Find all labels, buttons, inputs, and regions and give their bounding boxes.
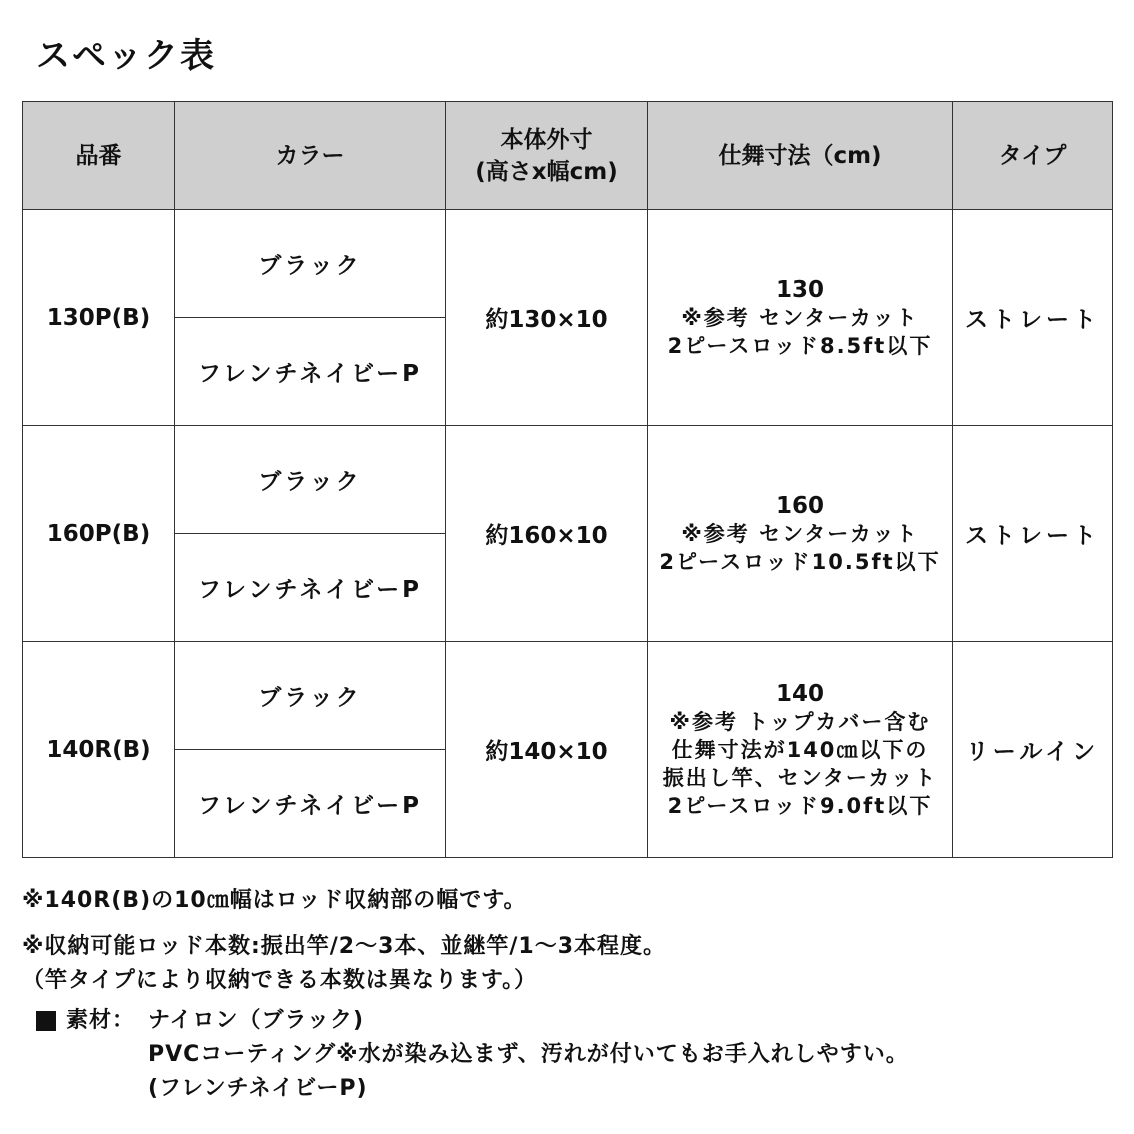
header-outer-size: 本体外寸 (高さx幅cm)	[446, 102, 648, 210]
storage-note-line: ※参考 センターカット	[681, 305, 919, 330]
table-row	[23, 210, 1113, 318]
type-cell: リールイン	[953, 642, 1113, 858]
type-cell: ストレート	[953, 426, 1113, 642]
storage-note-line: ※参考 トップカバー含む	[669, 709, 931, 734]
color-cell: フレンチネイビーP	[175, 534, 446, 642]
material-line: PVCコーティング※水が染み込まず、汚れが付いてもお手入れしやすい。	[148, 1042, 909, 1067]
spec-table	[22, 101, 1113, 858]
material-section	[36, 1004, 909, 1106]
color-cell: ブラック	[175, 642, 446, 750]
material-label-wrap	[36, 1004, 148, 1038]
storage-size-value: 130	[775, 276, 824, 303]
color-cell: ブラック	[175, 210, 446, 318]
note-line: ※140R(B)の10㎝幅はロッド収納部の幅です。	[22, 888, 527, 913]
header-storage-size: 仕舞寸法（cm)	[648, 102, 953, 210]
storage-note-line: 2ピースロッド8.5ft以下	[667, 333, 933, 358]
header-model: 品番	[23, 102, 175, 210]
color-cell: フレンチネイビーP	[175, 750, 446, 858]
storage-note-line: 仕舞寸法が140㎝以下の	[671, 737, 929, 762]
color-cell: ブラック	[175, 426, 446, 534]
storage-note-line: 振出し竿、センターカット	[662, 765, 938, 790]
outer-size-cell: 約160×10	[446, 426, 648, 642]
storage-size-cell	[648, 642, 953, 858]
outer-size-cell: 約130×10	[446, 210, 648, 426]
page-title: スペック表	[36, 36, 216, 76]
table-row	[23, 426, 1113, 534]
storage-note-line: ※参考 センターカット	[681, 521, 919, 546]
square-bullet-icon	[36, 1011, 56, 1031]
outer-size-cell: 約140×10	[446, 642, 648, 858]
table-header-row	[23, 102, 1113, 210]
model-cell: 140R(B)	[23, 642, 175, 858]
header-color: カラー	[175, 102, 446, 210]
notes-section	[22, 884, 666, 998]
storage-size-cell	[648, 426, 953, 642]
note-line: ※収納可能ロッド本数:振出竿/2～3本、並継竿/1～3本程度。	[22, 934, 667, 959]
storage-note-line: 2ピースロッド10.5ft以下	[659, 549, 941, 574]
model-cell: 160P(B)	[23, 426, 175, 642]
table-row	[23, 642, 1113, 750]
note-line: （竿タイプにより収納できる本数は異なります。）	[22, 968, 538, 993]
type-cell: ストレート	[953, 210, 1113, 426]
storage-size-value: 160	[775, 492, 824, 519]
color-cell: フレンチネイビーP	[175, 318, 446, 426]
model-cell: 130P(B)	[23, 210, 175, 426]
storage-note-line: 2ピースロッド9.0ft以下	[667, 793, 933, 818]
material-line: ナイロン（ブラック)	[148, 1008, 365, 1033]
storage-size-cell	[648, 210, 953, 426]
material-label: 素材：	[66, 1008, 136, 1033]
header-type: タイプ	[953, 102, 1113, 210]
storage-size-value: 140	[775, 680, 824, 707]
material-line: (フレンチネイビーP)	[148, 1076, 368, 1101]
